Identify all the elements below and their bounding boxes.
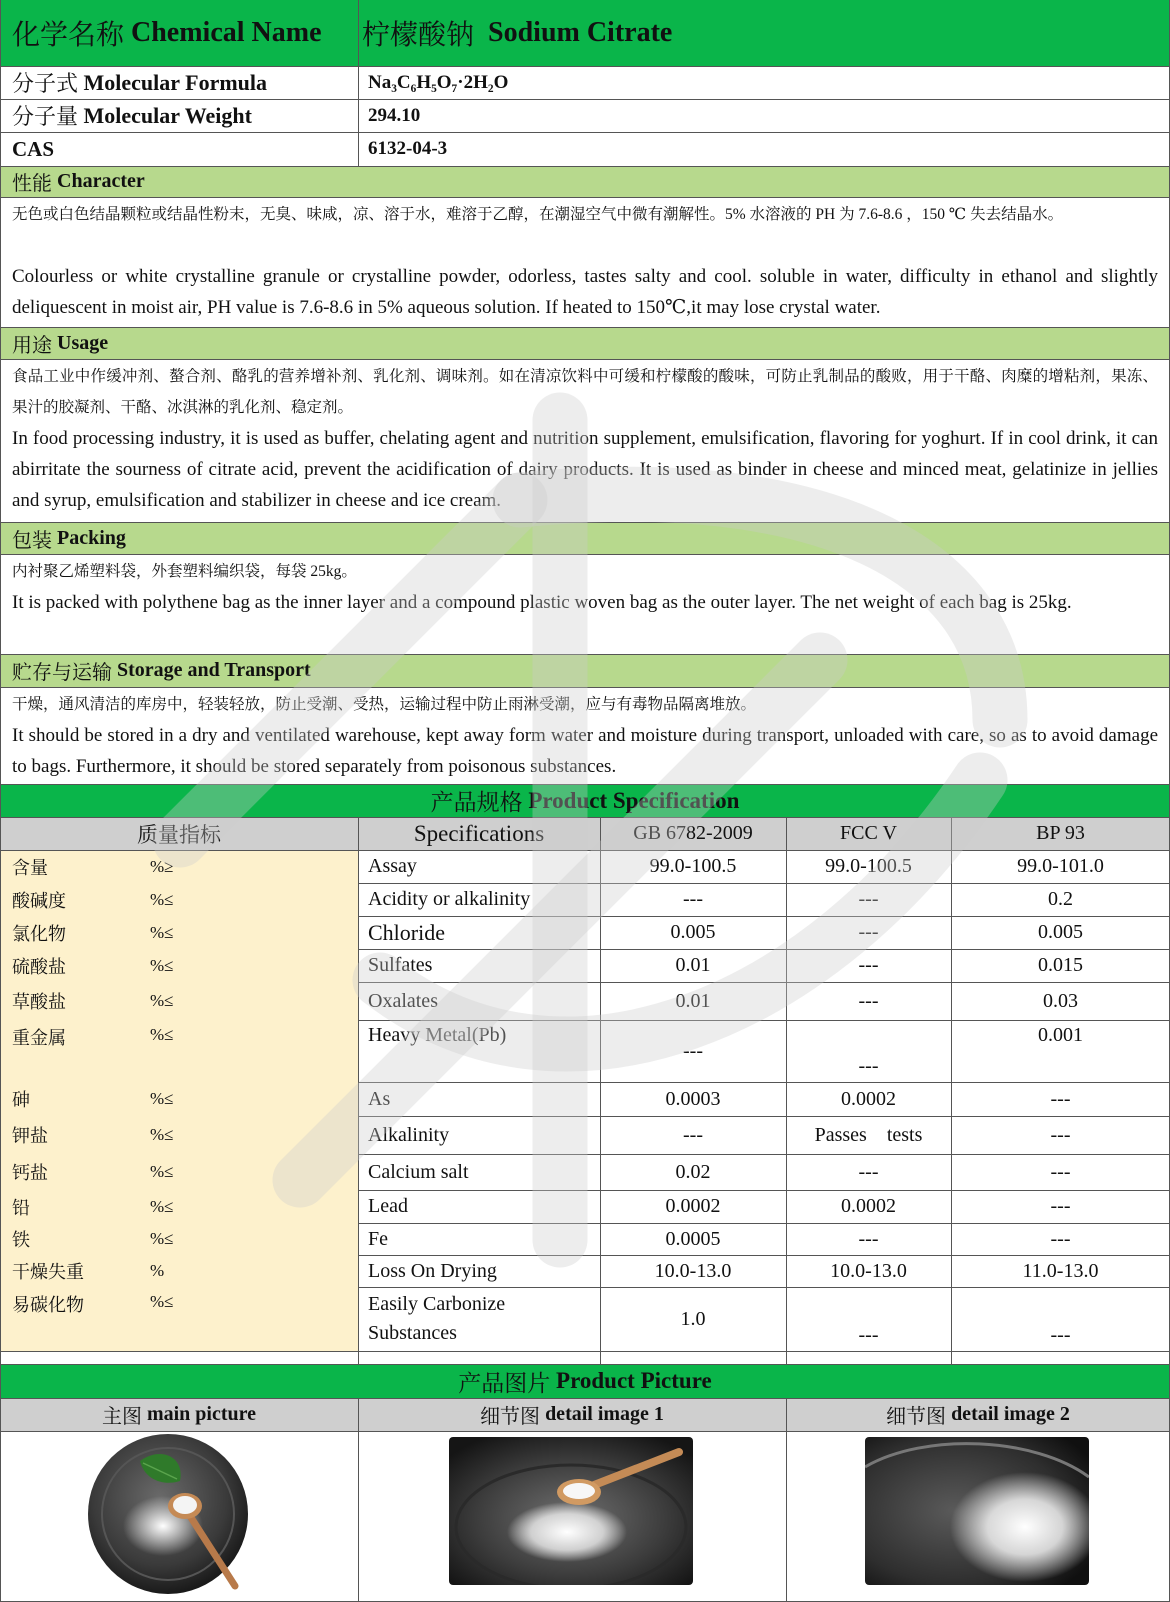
- spec-item-unit: %≤: [150, 1162, 174, 1181]
- spec-item-en: Chloride: [368, 919, 445, 945]
- spec-row: [0, 916, 1170, 949]
- spec-item-cn: 含量: [12, 857, 48, 878]
- spec-value-fcc: ---: [858, 1324, 879, 1346]
- line-654: [0, 654, 1170, 655]
- spec-row: [0, 1255, 1170, 1287]
- spec-item-unit: %≤: [150, 1089, 174, 1108]
- usage-text-en: In food processing industry, it is used as buffer, chelating agent and nutrition supplement, emulsification, flavoring for yoghurt. If in cool drink, it can abirritate the sourness of citrate acid, prevent the acidification of dairy products. It is used as binder in cheese and minced meat, gelatinize in jellies and syrup, emulsification and stabilizer in cheese and ice cream.: [12, 428, 1158, 511]
- spec-value-fcc: Passes tests: [814, 1123, 923, 1146]
- spec-row: [0, 949, 1170, 982]
- spec-item-unit: %≤: [150, 1125, 174, 1144]
- usage-title-en: Usage: [57, 331, 109, 354]
- spec-value-gb: ---: [683, 1039, 703, 1062]
- packing-text-en: It is packed with polythene bag as the inner layer and a compound plastic woven bag as the outer layer. The net weight of each bag is 25kg.: [12, 592, 1072, 613]
- spec-header-row: [0, 817, 1170, 850]
- spec-item-cn: 钙盐: [12, 1163, 48, 1183]
- line-197: [0, 197, 1170, 198]
- spec-item-unit: %≤: [150, 1025, 174, 1044]
- section-packing-title: [0, 522, 1170, 554]
- spec-value-fcc: ---: [858, 921, 879, 943]
- chemical-name-value: [362, 0, 1162, 66]
- detail-picture-2: [865, 1437, 1089, 1585]
- spec-value-fcc: 0.0002: [841, 1087, 896, 1110]
- spec-row: [0, 850, 1170, 883]
- spec-value-bp: 99.0-101.0: [1017, 855, 1104, 877]
- spec-value-fcc: 99.0-100.5: [825, 855, 912, 877]
- spec-item-en: Easily Carbonize Substances: [368, 1293, 506, 1344]
- divider-spec-2: [600, 817, 601, 1364]
- spec-header-bp: BP 93: [1036, 822, 1085, 844]
- spec-title-cn: 产品规格: [430, 790, 523, 815]
- section-packing-body: [0, 554, 1170, 654]
- spec-quality-cell: [0, 1255, 358, 1287]
- spec-item-en: Assay: [368, 855, 417, 877]
- cas-label: CAS: [12, 136, 55, 161]
- usage-title-cn: 用途: [12, 334, 52, 357]
- spec-value-bp: ---: [1050, 1324, 1071, 1346]
- spec-item-en: Calcium salt: [368, 1160, 469, 1183]
- line-359: [0, 359, 1170, 360]
- spec-value-fcc: 0.0002: [841, 1195, 896, 1217]
- section-usage-body: [0, 359, 1170, 522]
- character-title-en: Character: [57, 170, 145, 192]
- spec-value-bp: 0.001: [1038, 1024, 1083, 1046]
- formula-label: [12, 66, 352, 99]
- spec-item-en: Fe: [368, 1227, 388, 1250]
- usage-text-cn: 食品工业中作缓冲剂、螯合剂、酪乳的营养增补剂、乳化剂、调味剂。如在清凉饮料中可缓和柠檬酸的酸味，可防止乳制品的酸败，用于干酪、肉糜的增粘剂，果冻、果汁的胶凝剂、干酪、冰淇淋的乳化剂、稳定剂。: [12, 368, 1158, 416]
- chemical-name-label: [12, 0, 352, 66]
- formula-value: Na₃C₆H₅O₇·2H₂O: [368, 71, 509, 93]
- spec-item-en: Acidity or alkalinity: [368, 888, 531, 910]
- spec-item-en: Alkalinity: [368, 1123, 450, 1146]
- divider-spec-1: [358, 817, 359, 1364]
- spec-quality-cell: [0, 1082, 358, 1116]
- spec-value-gb: ---: [683, 888, 703, 910]
- section-usage-title: [0, 327, 1170, 359]
- spec-quality-cell: [0, 883, 358, 916]
- line-522: [0, 522, 1170, 523]
- spec-value-bp: 0.015: [1038, 954, 1083, 976]
- spec-item-cn: 酸碱度: [12, 890, 66, 911]
- spec-item-unit: %≤: [150, 1292, 174, 1311]
- picture-label-main-en: main picture: [146, 1403, 257, 1425]
- spec-value-bp: 0.005: [1038, 921, 1083, 943]
- line-687: [0, 687, 1170, 688]
- spec-value-fcc: ---: [858, 989, 879, 1012]
- character-title-cn: 性能: [12, 173, 52, 195]
- packing-title-en: Packing: [57, 526, 126, 549]
- spec-value-bp: ---: [1050, 1160, 1071, 1183]
- spec-value-bp: 0.03: [1043, 989, 1078, 1012]
- spec-item-en: Loss On Drying: [368, 1259, 497, 1282]
- line-554: [0, 554, 1170, 555]
- spec-header-specifications: Specifications: [413, 820, 545, 846]
- line-1398: [0, 1398, 1170, 1399]
- info-row-formula: [0, 66, 1170, 99]
- border-left: [0, 0, 1, 1602]
- spec-quality-cell: [0, 982, 358, 1020]
- line-817: [0, 817, 1170, 818]
- spec-value-gb: 10.0-13.0: [654, 1259, 732, 1282]
- spec-item-unit: %≤: [150, 1196, 174, 1216]
- spec-value-fcc: ---: [858, 888, 879, 910]
- line-66: [0, 66, 1170, 67]
- spec-row: [0, 1082, 1170, 1116]
- spec-header-fcc: FCC V: [840, 822, 897, 844]
- line-850: [0, 850, 1170, 851]
- section-storage-body: [0, 687, 1170, 784]
- spec-value-fcc: ---: [858, 954, 879, 976]
- spec-row: [0, 1223, 1170, 1255]
- picture-title-row: [0, 1364, 1170, 1398]
- spec-row: [0, 1154, 1170, 1190]
- divider-pic-2: [786, 1398, 787, 1602]
- spec-quality-cell: [0, 1223, 358, 1255]
- weight-label-en: Molecular Weight: [83, 102, 252, 128]
- line-166: [0, 166, 1170, 167]
- spec-quality-cell: [0, 1020, 358, 1082]
- picture-title-cn: 产品图片: [458, 1370, 551, 1396]
- storage-text-cn: 干燥，通风清洁的库房中，轻装轻放，防止受潮、受热，运输过程中防止雨淋受潮，应与有毒物品隔离堆放。: [12, 696, 757, 713]
- spec-row-divider: [0, 1351, 1170, 1352]
- divider-spec-4: [951, 817, 952, 1364]
- spec-value-gb: 0.01: [675, 989, 711, 1012]
- spec-item-unit: %≤: [150, 1229, 174, 1248]
- storage-text-en: It should be stored in a dry and ventilated warehouse, kept away form water and moisture during transport, unloaded with care, so as to avoid damage to bags. Furthermore, it should be stored separately from poisonous substances.: [12, 725, 1158, 777]
- weight-label: [12, 99, 352, 132]
- spec-item-en: As: [368, 1087, 391, 1110]
- spec-row: [0, 1116, 1170, 1154]
- spec-item-unit: %≤: [150, 889, 174, 909]
- section-character-body: [0, 197, 1170, 327]
- spec-quality-cell: [0, 1116, 358, 1154]
- spec-quality-cell: [0, 1154, 358, 1190]
- header-row: [0, 0, 1170, 66]
- spec-quality-cell: [0, 1287, 358, 1351]
- spec-value-fcc: ---: [858, 1227, 879, 1250]
- spec-item-en: Oxalates: [368, 989, 438, 1012]
- spec-value-bp: ---: [1050, 1087, 1071, 1110]
- spec-item-cn: 草酸盐: [12, 992, 66, 1012]
- spec-item-unit: %≤: [150, 955, 174, 975]
- spec-quality-cell: [0, 949, 358, 982]
- picture-label-main-cn: 主图: [101, 1406, 142, 1428]
- chemical-name-value-cn: 柠檬酸钠: [362, 20, 475, 51]
- spec-item-cn: 重金属: [12, 1028, 66, 1048]
- line-99: [0, 99, 1170, 100]
- line-1431: [0, 1431, 1170, 1432]
- spec-value-gb: 0.005: [670, 921, 716, 943]
- chemical-name-value-en: Sodium Citrate: [488, 17, 673, 48]
- spec-item-en: Lead: [368, 1195, 408, 1217]
- main-picture: [85, 1431, 251, 1597]
- spec-item-unit: %≤: [150, 991, 174, 1010]
- character-text-cn: 无色或白色结晶颗粒或结晶性粉末，无臭、味咸，凉、溶于水，难溶于乙醇，在潮湿空气中微有潮解性。5% 水溶液的 PH 为 7.6-8.6 ，150 ℃ 失去结晶水。: [12, 206, 1064, 223]
- spec-quality-cell: [0, 916, 358, 949]
- section-character-title: [0, 166, 1170, 197]
- spec-value-bp: ---: [1050, 1195, 1071, 1217]
- spec-title-row: [0, 784, 1170, 817]
- spec-quality-cell: [0, 850, 358, 883]
- chemical-name-label-cn: 化学名称: [12, 20, 125, 51]
- spec-value-gb: 0.0003: [665, 1087, 721, 1110]
- spec-quality-cell: [0, 1190, 358, 1223]
- divider-spec-3: [786, 817, 787, 1364]
- spec-row: [0, 1287, 1170, 1351]
- spec-item-unit: %: [150, 1261, 165, 1280]
- spec-item-cn: 硫酸盐: [12, 956, 66, 977]
- picture-label-detail1-cn: 细节图: [480, 1406, 541, 1428]
- spec-value-gb: 99.0-100.5: [649, 855, 737, 877]
- spec-value-gb: 0.01: [675, 954, 711, 976]
- line-784: [0, 784, 1170, 785]
- spec-row: [0, 883, 1170, 916]
- picture-label-detail2-cn: 细节图: [886, 1406, 947, 1428]
- spec-row: [0, 982, 1170, 1020]
- spec-item-cn: 氯化物: [12, 923, 66, 944]
- line-1364: [0, 1364, 1170, 1365]
- spec-value-fcc: 10.0-13.0: [830, 1259, 907, 1282]
- spec-item-cn: 易碳化物: [12, 1295, 84, 1315]
- storage-title-en: Storage and Transport: [117, 659, 311, 681]
- spec-value-gb: 0.0002: [665, 1195, 721, 1217]
- picture-label-detail1-en: detail image 1: [545, 1403, 664, 1425]
- packing-title-cn: 包装: [12, 529, 52, 552]
- spec-item-unit: %≤: [150, 922, 174, 942]
- section-storage-title: [0, 654, 1170, 687]
- spec-header-gb: GB 6782-2009: [633, 822, 753, 844]
- spec-value-gb: 0.02: [675, 1160, 711, 1183]
- spec-value-bp: 0.2: [1048, 888, 1073, 910]
- weight-label-cn: 分子量: [12, 104, 79, 129]
- picture-row: [0, 1431, 1170, 1602]
- storage-title-cn: 贮存与运输: [12, 662, 112, 684]
- spec-value-bp: ---: [1050, 1227, 1071, 1250]
- info-row-cas: [0, 132, 1170, 166]
- spec-value-fcc: ---: [858, 1055, 879, 1077]
- spec-item-cn: 铅: [12, 1197, 30, 1218]
- chemical-name-label-en: Chemical Name: [131, 17, 322, 48]
- spec-item-cn: 钾盐: [12, 1126, 48, 1146]
- spec-value-fcc: ---: [858, 1160, 879, 1183]
- detail-picture-1: [449, 1437, 693, 1585]
- divider-pic-1: [358, 1398, 359, 1602]
- spec-value-gb: ---: [683, 1123, 703, 1146]
- spec-item-en: Heavy Metal(Pb): [368, 1024, 507, 1046]
- spec-item-cn: 砷: [12, 1090, 30, 1110]
- spec-row: [0, 1020, 1170, 1082]
- packing-text-cn: 内衬聚乙烯塑料袋，外套塑料编织袋，每袋 25kg。: [12, 563, 357, 580]
- line-327: [0, 327, 1170, 328]
- picture-label-detail2-en: detail image 2: [951, 1403, 1070, 1425]
- formula-label-en: Molecular Formula: [83, 69, 268, 95]
- spec-value-bp: ---: [1050, 1123, 1071, 1146]
- cas-value: 6132-04-3: [368, 138, 448, 159]
- spec-item-unit: %≥: [150, 856, 174, 876]
- spec-item-cn: 干燥失重: [12, 1262, 84, 1282]
- spec-value-bp: 11.0-13.0: [1022, 1259, 1099, 1282]
- spec-item-cn: 铁: [12, 1230, 30, 1250]
- spec-row: [0, 1190, 1170, 1223]
- weight-value: 294.10: [368, 104, 421, 126]
- spec-value-gb: 0.0005: [665, 1227, 721, 1250]
- spec-item-en: Sulfates: [368, 954, 433, 976]
- spec-title-en: Product Specification: [528, 787, 740, 813]
- spec-header-quality: 质量指标: [137, 822, 221, 847]
- character-text-en: Colourless or white crystalline granule or crystalline powder, odorless, tastes salty and cool. soluble in water, difficulty in ethanol and slightly deliquescent in moist air, PH value is 7.6-8.6 in 5% aqueous solution. If heated to 150℃,it may lose crystal water.: [12, 266, 1158, 318]
- formula-label-cn: 分子式: [12, 71, 79, 96]
- line-132: [0, 132, 1170, 133]
- spec-value-gb: 1.0: [680, 1307, 706, 1330]
- info-row-weight: [0, 99, 1170, 132]
- picture-title-en: Product Picture: [556, 1368, 712, 1393]
- picture-header-row: [0, 1398, 1170, 1431]
- divider-info: [358, 0, 359, 166]
